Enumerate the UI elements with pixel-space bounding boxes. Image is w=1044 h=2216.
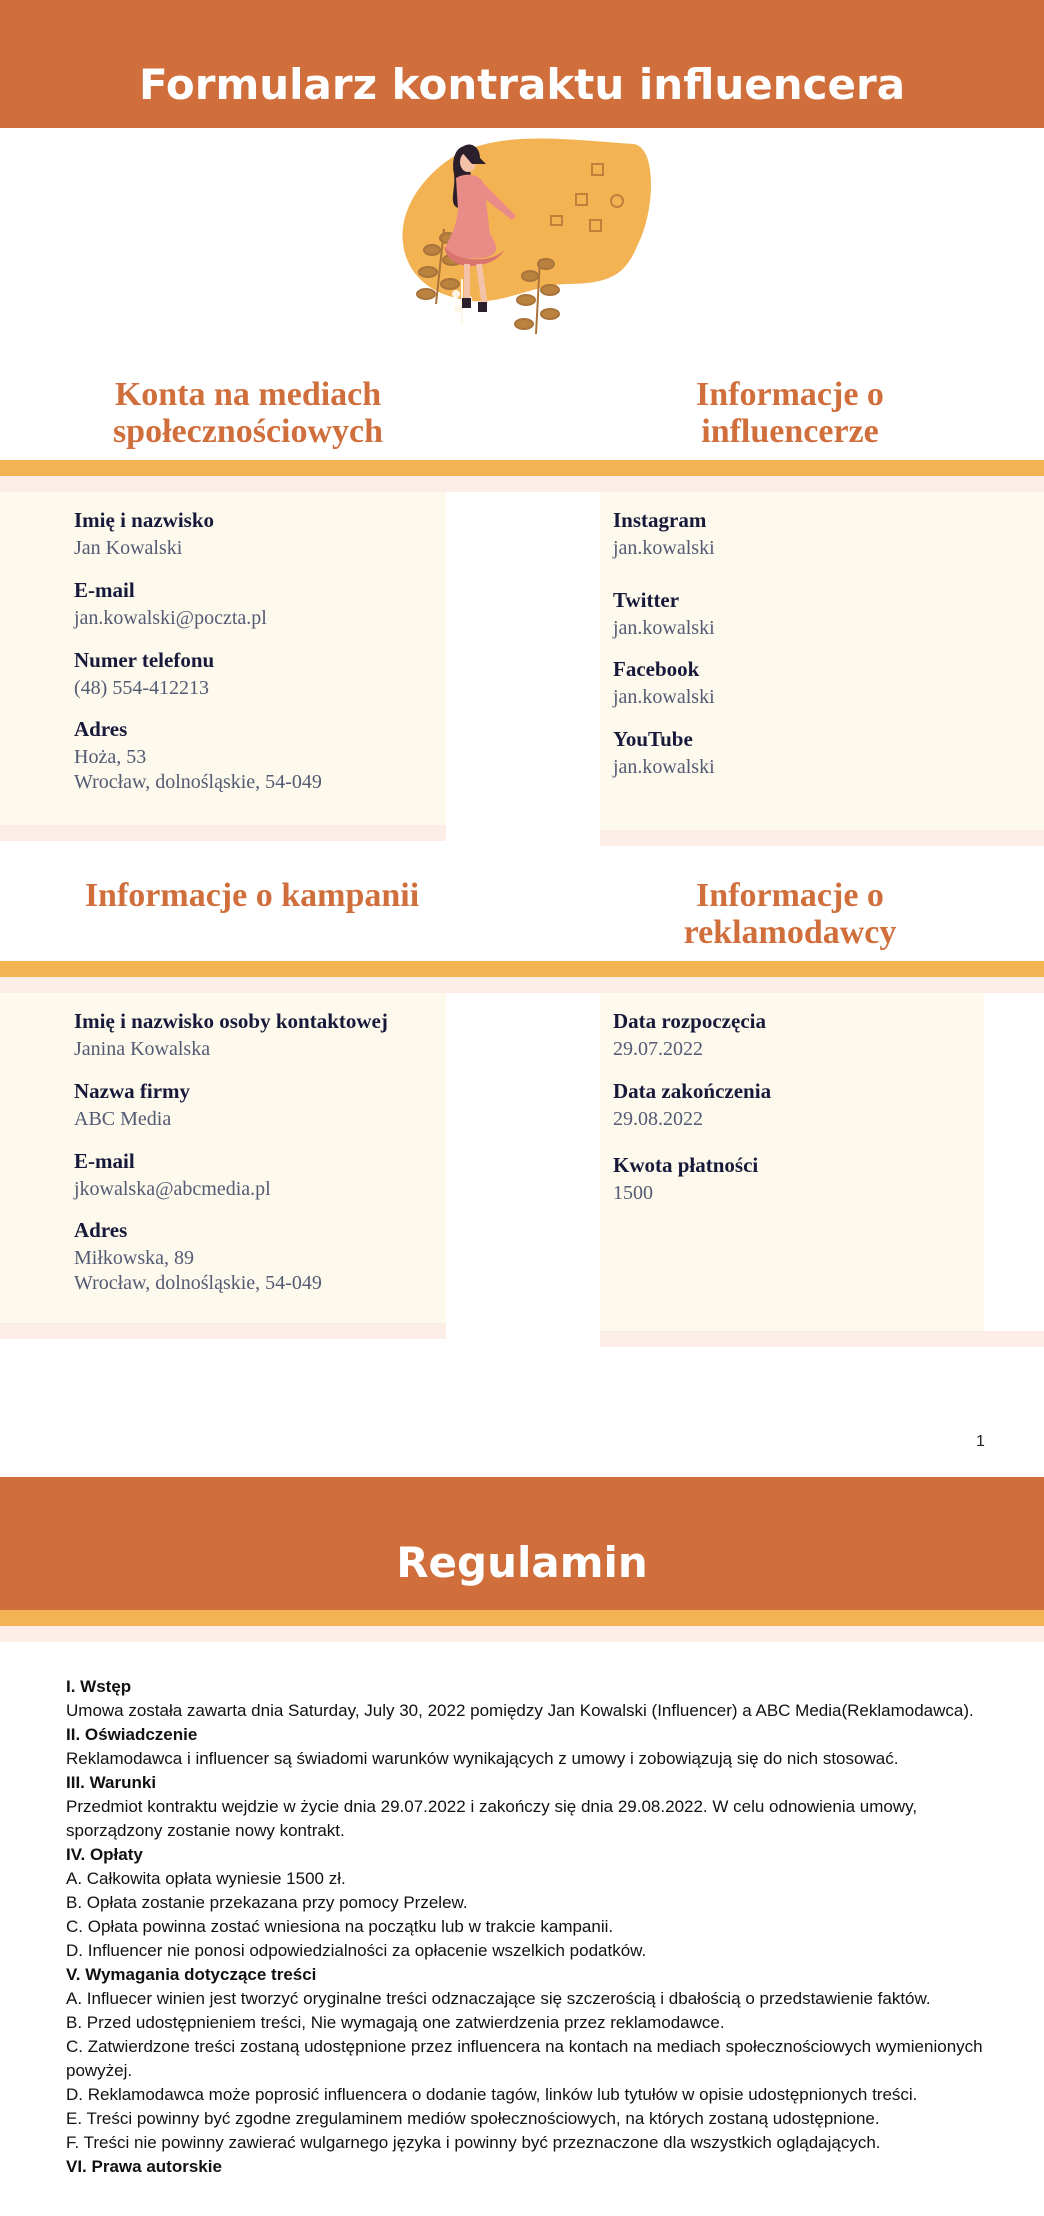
divider-bar-pink xyxy=(0,476,1044,492)
field-value: Miłkowska, 89 Wrocław, dolnośląskie, 54-049 xyxy=(74,1247,322,1294)
panel-footer xyxy=(0,825,446,841)
terms-paragraph: E. Treści powinny być zgodne zregulaminem mediów społecznościowych, na których zostaną udostępnione. xyxy=(66,2109,880,2128)
terms-paragraph: A. Całkowita opłata wyniesie 1500 zł. xyxy=(66,1869,346,1888)
field-contact-name xyxy=(74,1008,388,1062)
panel-footer xyxy=(600,830,1044,846)
field-label: E-mail xyxy=(74,578,135,602)
field-twitter xyxy=(613,587,715,641)
terms-paragraph: F. Treści nie powinny zawierać wulgarnego języka i powinny być przeznaczone dla wszystkich oglądających. xyxy=(66,2133,881,2152)
field-value: jkowalska@abcmedia.pl xyxy=(74,1178,271,1200)
field-address xyxy=(74,1217,322,1296)
field-label: Instagram xyxy=(613,508,707,532)
field-payment-amount xyxy=(613,1152,758,1206)
field-label: Twitter xyxy=(613,588,680,612)
field-label: Numer telefonu xyxy=(74,648,215,672)
terms-paragraph: Reklamodawca i influencer są świadomi warunków wynikających z umowy i zobowiązują się do nich stosować. xyxy=(66,1749,899,1768)
field-label: Kwota płatności xyxy=(613,1153,759,1177)
terms-paragraph: A. Influecer winien jest tworzyć oryginalne treści odznaczające się szczerością i dbałością o przedstawienie faktów. xyxy=(66,1989,931,2008)
section-title-campaign: Informacje o kampanii xyxy=(84,877,420,914)
field-label: Nazwa firmy xyxy=(74,1079,191,1103)
terms-heading: I. Wstęp xyxy=(66,1677,132,1696)
field-youtube xyxy=(613,726,715,780)
field-address xyxy=(74,716,322,795)
section-title-influencer: Informacje o influencerze xyxy=(696,376,884,450)
field-value: 1500 xyxy=(613,1182,653,1204)
field-label: Imię i nazwisko xyxy=(74,508,215,532)
terms-paragraph: Umowa została zawarta dnia Saturday, July 30, 2022 pomiędzy Jan Kowalski (Influencer) a ABC Media(Reklamodawca). xyxy=(66,1701,974,1720)
field-value: (48) 554-412213 xyxy=(74,677,209,699)
terms-heading: VI. Prawa autorskie xyxy=(66,2157,222,2176)
field-instagram xyxy=(613,507,715,561)
field-end-date xyxy=(613,1078,771,1132)
field-value: ABC Media xyxy=(74,1108,172,1130)
field-company-name xyxy=(74,1078,190,1132)
section-title-advertiser: Informacje o reklamodawcy xyxy=(683,877,897,951)
field-value: jan.kowalski xyxy=(613,756,715,778)
page-number: 1 xyxy=(976,1433,985,1450)
terms-body xyxy=(66,1675,986,2179)
field-email xyxy=(74,1148,271,1202)
influencer-illustration xyxy=(396,134,656,350)
page-title: Formularz kontraktu influencera xyxy=(138,60,906,109)
divider-bar xyxy=(0,460,1044,476)
field-start-date xyxy=(613,1008,766,1062)
panel-footer xyxy=(0,1323,446,1339)
terms-heading: V. Wymagania dotyczące treści xyxy=(66,1965,317,1984)
field-label: Imię i nazwisko osoby kontaktowej xyxy=(74,1009,388,1033)
terms-paragraph: C. Zatwierdzone treści zostaną udostępnione przez influencera na kontach na mediach społecznościowych wymienionych powyżej. xyxy=(66,2037,983,2080)
field-value: Jan Kowalski xyxy=(74,537,183,559)
field-label: E-mail xyxy=(74,1149,135,1173)
field-value: jan.kowalski xyxy=(613,537,715,559)
section-title-social: Konta na mediach społecznościowych xyxy=(112,376,384,450)
terms-paragraph: Przedmiot kontraktu wejdzie w życie dnia 29.07.2022 i zakończy się dnia 29.08.2022. W celu odnowienia umowy, sporządzony zostanie nowy kontrakt. xyxy=(66,1797,918,1840)
field-value: jan.kowalski@poczta.pl xyxy=(74,607,267,629)
field-label: Adres xyxy=(74,1218,128,1242)
field-label: Data zakończenia xyxy=(613,1079,772,1103)
field-label: YouTube xyxy=(613,727,693,751)
field-value: 29.07.2022 xyxy=(613,1038,703,1060)
field-value: jan.kowalski xyxy=(613,617,715,639)
terms-heading: IV. Opłaty xyxy=(66,1845,143,1864)
divider-bar xyxy=(0,1610,1044,1626)
divider-bar-pink xyxy=(0,977,1044,993)
field-value: Hoża, 53 Wrocław, dolnośląskie, 54-049 xyxy=(74,746,322,793)
terms-title: Regulamin xyxy=(396,1538,648,1587)
field-value: 29.08.2022 xyxy=(613,1108,703,1130)
field-value: jan.kowalski xyxy=(613,686,715,708)
field-label: Adres xyxy=(74,717,128,741)
terms-paragraph: B. Przed udostępnieniem treści, Nie wymagają one zatwierdzenia przez reklamodawce. xyxy=(66,2013,725,2032)
field-value: Janina Kowalska xyxy=(74,1038,211,1060)
terms-heading: III. Warunki xyxy=(66,1773,157,1792)
terms-paragraph: D. Influencer nie ponosi odpowiedzialności za opłacenie wszelkich podatków. xyxy=(66,1941,647,1960)
divider-bar xyxy=(0,961,1044,977)
panel-footer xyxy=(600,1331,1044,1347)
field-full-name xyxy=(74,507,214,561)
field-email xyxy=(74,577,267,631)
field-label: Data rozpoczęcia xyxy=(613,1009,766,1033)
field-phone xyxy=(74,647,214,701)
field-facebook xyxy=(613,656,715,710)
field-label: Facebook xyxy=(613,657,700,681)
terms-paragraph: D. Reklamodawca może poprosić influencera o dodanie tagów, linków lub tytułów w opisie udostępnionych treści. xyxy=(66,2085,918,2104)
terms-heading: II. Oświadczenie xyxy=(66,1725,198,1744)
terms-paragraph: C. Opłata powinna zostać wniesiona na początku lub w trakcie kampanii. xyxy=(66,1917,614,1936)
terms-paragraph: B. Opłata zostanie przekazana przy pomocy Przelew. xyxy=(66,1893,468,1912)
divider-bar-pink xyxy=(0,1626,1044,1642)
